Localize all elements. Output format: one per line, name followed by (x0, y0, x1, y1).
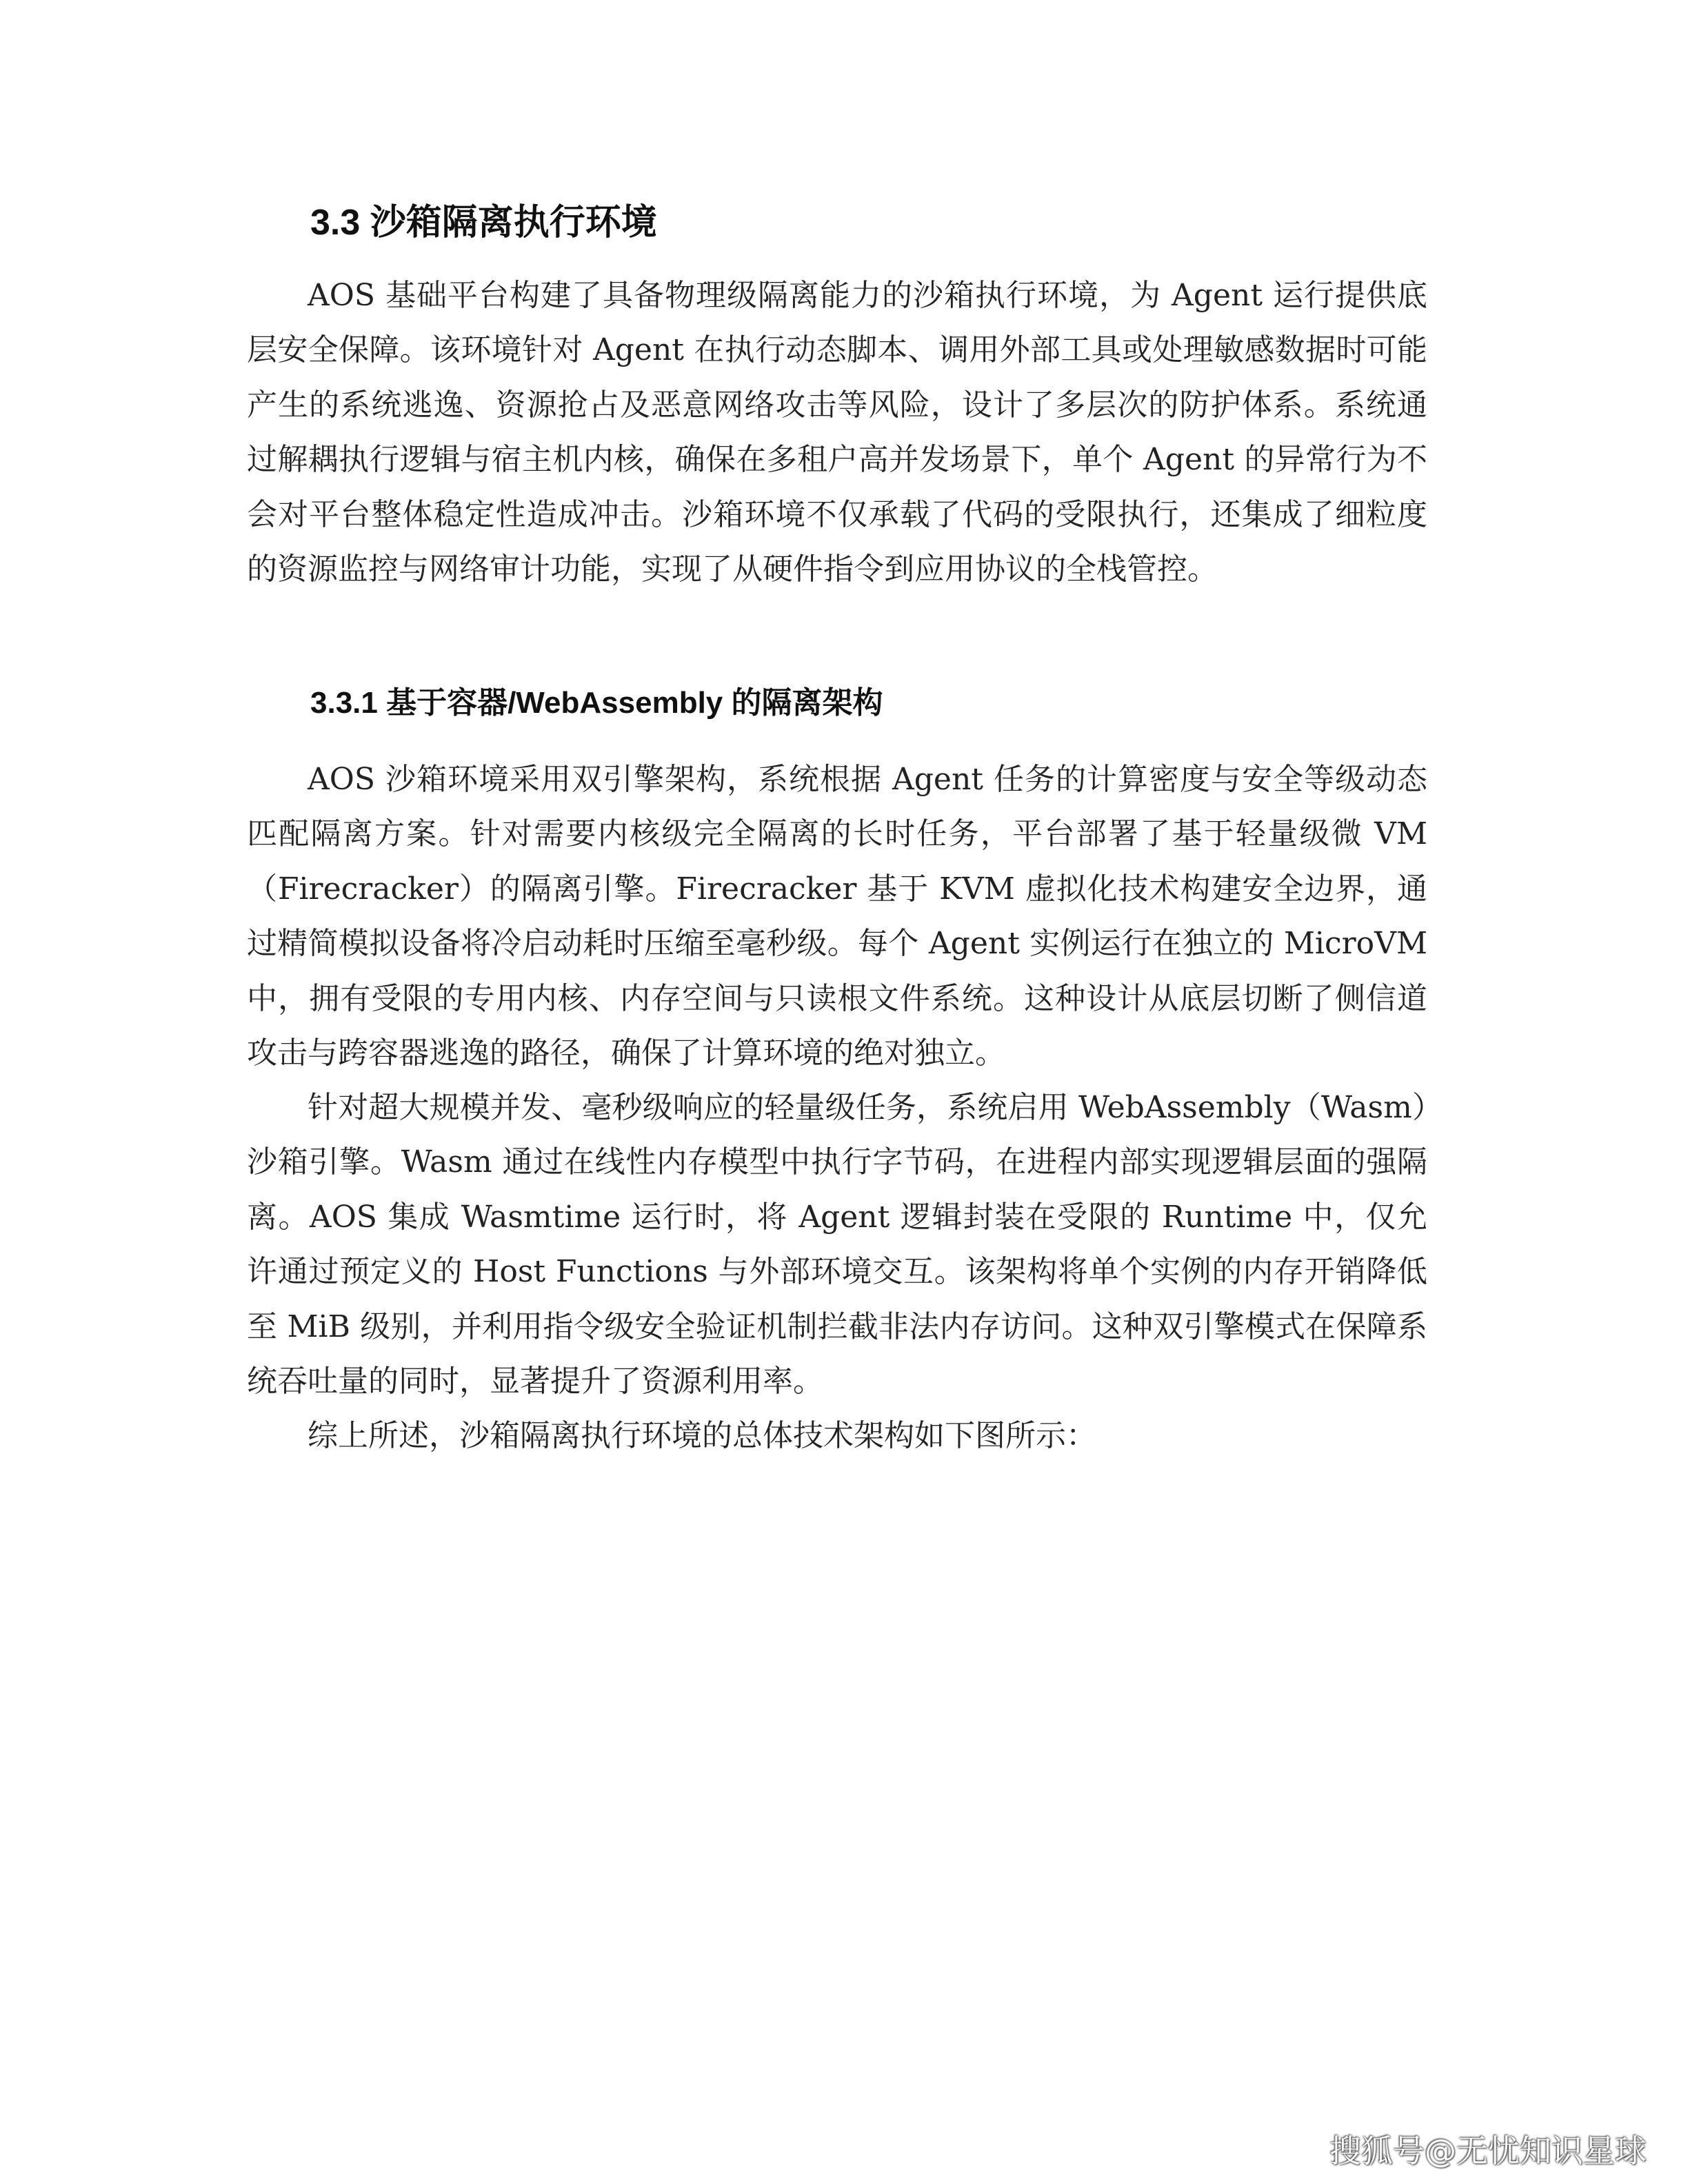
subsection-heading: 3.3.1 基于容器/WebAssembly 的隔离架构 (310, 686, 883, 720)
body-paragraph-summary: 综上所述，沙箱隔离执行环境的总体技术架构如下图所示： (308, 1418, 1096, 1453)
section-intro-paragraph: AOS 基础平台构建了具备物理级隔离能力的沙箱执行环境，为 Agent 运行提供底层安全保障。该环境针对 Agent 在执行动态脚本、调用外部工具或处理敏感数据时可能产生的系统逃逸、资源抢占及恶意网络攻击等风险，设计了多层次的防护体系。系统通过解耦执行逻辑与宿主机内核，确保在多租户高并发场景下，单个 Agent 的异常行为不会对平台整体稳定性造成冲击。沙箱环境不仅承载了代码的受限执行，还集成了细粒度的资源监控与网络审计功能，实现了从硬件指令到应用协议的全栈管控。 (247, 278, 1427, 587)
watermark: 搜狐号@无忧知识星球 (1329, 2132, 1647, 2170)
body-paragraph-firecracker: AOS 沙箱环境采用双引擎架构，系统根据 Agent 任务的计算密度与安全等级动态匹配隔离方案。针对需要内核级完全隔离的长时任务，平台部署了基于轻量级微 VM（Firecracker）的隔离引擎。Firecracker 基于 KVM 虚拟化技术构建安全边界，通过精简模拟设备将冷启动耗时压缩至毫秒级。每个 Agent 实例运行在独立的 MicroVM 中，拥有受限的专用内核、内存空间与只读根文件系统。这种设计从底层切断了侧信道攻击与跨容器逃逸的路径，确保了计算环境的绝对独立。 (247, 762, 1427, 1071)
section-heading: 3.3 沙箱隔离执行环境 (310, 203, 657, 243)
body-paragraph-wasm: 针对超大规模并发、毫秒级响应的轻量级任务，系统启用 WebAssembly（Wasm）沙箱引擎。Wasm 通过在线性内存模型中执行字节码，在进程内部实现逻辑层面的强隔离。AOS 集成 Wasmtime 运行时，将 Agent 逻辑封装在受限的 Runtime 中，仅允许通过预定义的 Host Functions 与外部环境交互。该架构将单个实例的内存开销降低至 MiB 级别，并利用指令级安全验证机制拦截非法内存访问。这种双引擎模式在保障系统吞吐量的同时，显著提升了资源利用率。 (247, 1090, 1427, 1399)
